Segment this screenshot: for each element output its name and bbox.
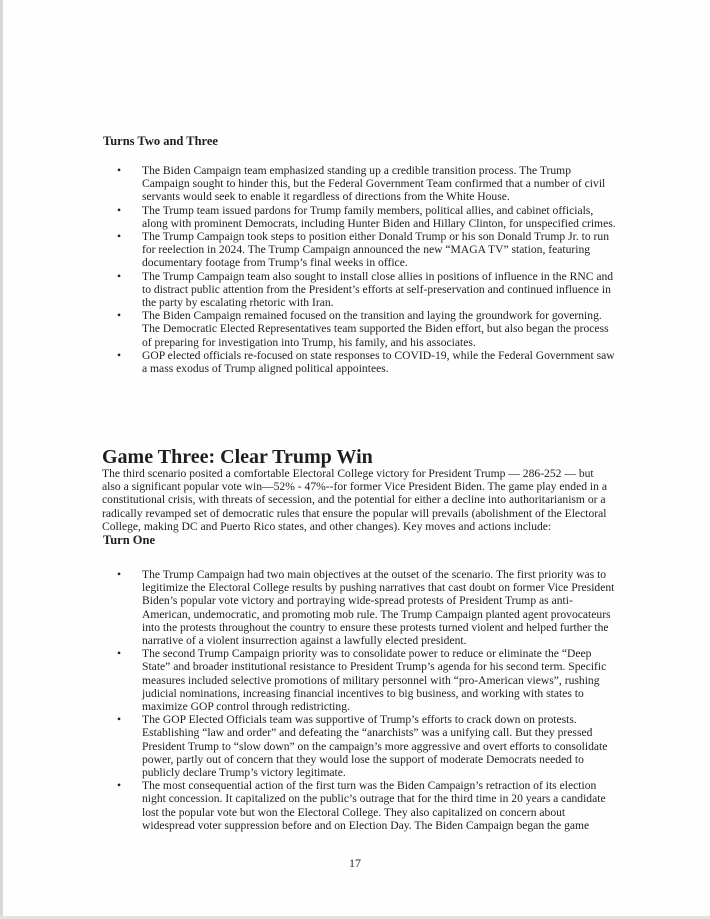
list-item-text: The Trump Campaign had two main objectives at the outset of the scenario. The first priority was to legitimize the Electoral College results by pushing narratives that cast doubt on former Vice President Biden’s popular vote victory and portraying wide-spread protests of President Trump as anti-American, undemocratic, and promoting mob rule. The Trump Campaign planted agent provocateurs into the protests throughout the country to ensure these protests turned violent and helped further the narrative of a violent insurrection against a lawfully elected president. bbox=[142, 568, 615, 648]
bullet-icon: • bbox=[117, 230, 122, 244]
list-item bbox=[113, 647, 617, 713]
list-item bbox=[113, 204, 617, 230]
bullet-icon: • bbox=[117, 309, 122, 323]
list-item-text: The GOP Elected Officials team was supportive of Trump’s efforts to crack down on protests. Establishing “law and order” and defeating the “anarchists” was a unifying call. But they pressed President Trump to “slow down” on the campaign’s more aggressive and overt efforts to consolidate power, partly out of concern that they would lose the support of moderate Democrats needed to publicly declare Trump’s victory legitimate. bbox=[142, 713, 608, 780]
bullet-icon: • bbox=[117, 269, 122, 283]
bullet-icon: • bbox=[117, 203, 122, 217]
list-item-text: The Biden Campaign remained focused on the transition and laying the groundwork for governing. The Democratic Elected Representatives team supported the Biden effort, but also began the process of preparing for investigation into Trump, his family, and his associates. bbox=[142, 309, 609, 349]
section-heading-turn-one: Turn One bbox=[103, 533, 155, 547]
section-heading-turns-two-three: Turns Two and Three bbox=[103, 134, 218, 148]
list-item bbox=[113, 713, 617, 779]
bullet-icon: • bbox=[117, 348, 122, 362]
list-item-text: The most consequential action of the first turn was the Biden Campaign’s retraction of its election night concession. It capitalized on the public’s outrage that for the third time in 20 years a candidate lost the popular vote but won the Electoral College. They also capitalized on concern about widespread voter suppression before and on Election Day. The Biden Campaign began the game bbox=[142, 779, 606, 832]
list-item bbox=[113, 309, 617, 349]
list-item-text: The Biden Campaign team emphasized standing up a credible transition process. The Trump Campaign sought to hinder this, but the Federal Government Team confirmed that a number of civil servants would seek to enable it regardless of directions from the White House. bbox=[142, 164, 606, 204]
list-item bbox=[113, 349, 617, 375]
bullet-list-turn-one bbox=[113, 568, 617, 832]
game-three-intro: The third scenario posited a comfortable Electoral College victory for President Trump — 286-252 — but also a significant popular vote win—52% - 47%--for former Vice President Biden. The game play ended in a constitutional crisis, with threats of secession, and the potential for either a decline into authoritarianism or a radically revamped set of democratic rules that ensure the popular will prevails (abolishment of the Electoral College, making DC and Puerto Rico states, and other changes). Key moves and actions include: bbox=[102, 467, 607, 533]
list-item-text: GOP elected officials re-focused on state responses to COVID-19, while the Federal Government saw a mass exodus of Trump aligned political appointees. bbox=[142, 348, 615, 376]
list-item-text: The Trump Campaign took steps to position either Donald Trump or his son Donald Trump Jr. to run for reelection in 2024. The Trump Campaign announced the new “MAGA TV” station, featuring documentary footage from Trump’s final weeks in office. bbox=[142, 230, 609, 270]
bullet-icon: • bbox=[117, 164, 122, 177]
section-heading-game-three: Game Three: Clear Trump Win bbox=[102, 446, 373, 468]
bullet-icon: • bbox=[117, 647, 122, 661]
list-item bbox=[113, 270, 617, 310]
bullet-list-turns-two-three bbox=[113, 164, 617, 375]
bullet-icon: • bbox=[117, 779, 122, 793]
scan-edge bbox=[0, 0, 3, 919]
list-item bbox=[113, 230, 617, 270]
list-item bbox=[113, 568, 617, 647]
list-item bbox=[113, 779, 617, 832]
list-item-text: The Trump Campaign team also sought to install close allies in positions of influence in the RNC and to distract public attention from the President’s efforts at self-preservation and continued influence in the party by escalating rhetoric with Iran. bbox=[142, 269, 614, 310]
list-item-text: The Trump team issued pardons for Trump family members, political allies, and cabinet officials, along with prominent Democrats, including Hunter Biden and Hillary Clinton, for unspecified crimes. bbox=[142, 203, 616, 230]
bullet-icon: • bbox=[117, 568, 122, 581]
list-item-text: The second Trump Campaign priority was to consolidate power to reduce or eliminate the “Deep State” and broader institutional resistance to President Trump’s agenda for his second term. Specific measures included selective promotions of military personnel with “pro-American views”, rushing judicial nominations, increasing financial incentives to big business, and working with states to maximize GOP control through redistricting. bbox=[142, 647, 607, 714]
list-item bbox=[113, 164, 617, 204]
page-number: 17 bbox=[349, 856, 361, 870]
bullet-icon: • bbox=[117, 713, 122, 727]
